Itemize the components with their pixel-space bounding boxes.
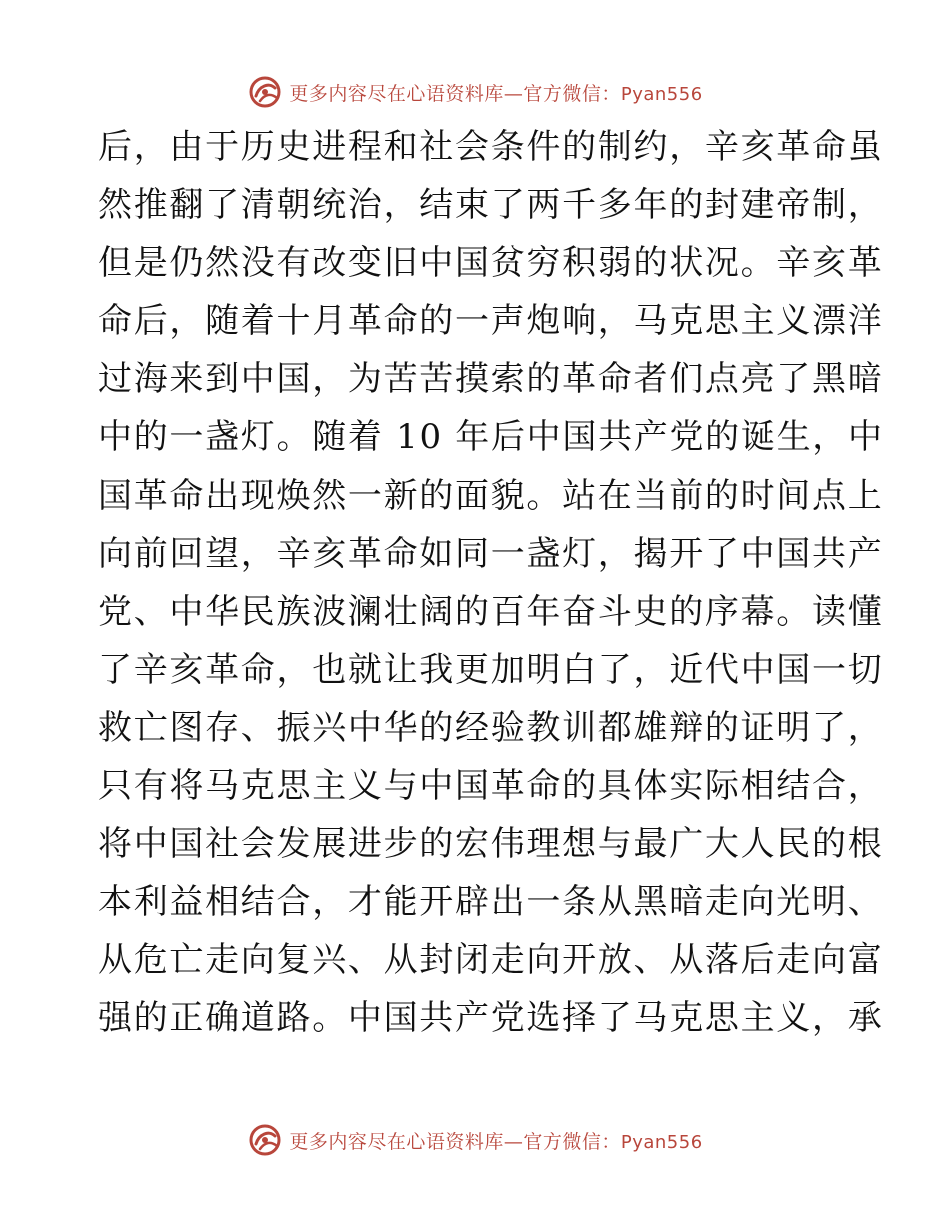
body-line: 命后，随着十月革命的一声炮响，马克思主义漂洋 <box>98 301 884 342</box>
body-line: 强的正确道路。中国共产党选择了马克思主义，承 <box>98 998 884 1039</box>
body-line: 了辛亥革命，也就让我更加明白了，近代中国一切 <box>98 649 884 690</box>
header-separator: — <box>503 82 524 105</box>
body-line: 党、中华民族波澜壮阔的百年奋斗史的序幕。读懂 <box>98 591 884 632</box>
body-line: 后，由于历史进程和社会条件的制约，辛亥革命虽 <box>98 127 884 167</box>
footer-wechat-id: Pyan556 <box>620 1131 703 1153</box>
swirl-logo-icon <box>247 74 283 110</box>
footer-banner <box>0 1120 950 1160</box>
header-banner <box>0 72 950 112</box>
body-line: 中的一盏灯。随着 10 年后中国共产党的诞生，中 <box>98 417 884 458</box>
body-line: 但是仍然没有改变旧中国贫穷积弱的状况。辛亥革 <box>98 243 884 284</box>
swirl-logo-icon <box>247 1122 283 1158</box>
document-body <box>98 118 884 1048</box>
body-line: 救亡图存、振兴中华的经验教训都雄辩的证明了， <box>98 707 884 748</box>
footer-site-name: 更多内容尽在心语资料库 <box>289 1130 504 1153</box>
header-wechat-label: 官方微信： <box>523 82 621 105</box>
body-line: 只有将马克思主义与中国革命的具体实际相结合， <box>98 766 884 807</box>
body-line: 过海来到中国，为苦苦摸索的革命者们点亮了黑暗 <box>98 359 884 400</box>
footer-wechat-label: 官方微信： <box>523 1130 621 1153</box>
header-site-name: 更多内容尽在心语资料库 <box>289 82 504 105</box>
body-line: 然推翻了清朝统治，结束了两千多年的封建帝制， <box>98 185 884 226</box>
body-line: 向前回望，辛亥革命如同一盏灯，揭开了中国共产 <box>98 533 884 574</box>
body-line: 国革命出现焕然一新的面貌。站在当前的时间点上 <box>98 475 884 516</box>
footer-separator: — <box>503 1130 524 1153</box>
body-line: 将中国社会发展进步的宏伟理想与最广大人民的根 <box>98 824 884 865</box>
body-line: 从危亡走向复兴、从封闭走向开放、从落后走向富 <box>98 940 884 981</box>
header-wechat-id: Pyan556 <box>620 83 703 105</box>
footer-text <box>289 1127 702 1154</box>
header-text <box>289 79 702 106</box>
body-line: 本利益相结合，才能开辟出一条从黑暗走向光明、 <box>98 882 884 923</box>
